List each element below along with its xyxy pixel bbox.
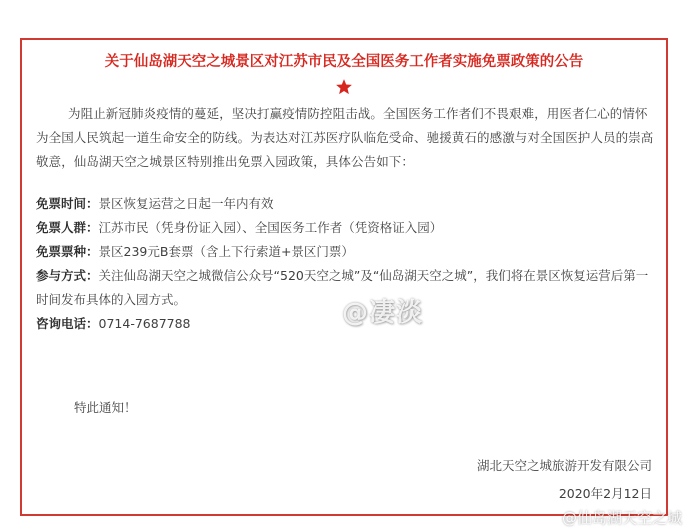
- signature-date: 2020年2月12日: [558, 486, 652, 501]
- info-value: 0714-7687788: [98, 316, 191, 331]
- info-label: 咨询电话：: [36, 316, 99, 331]
- info-participation: [36, 264, 656, 312]
- watermark-corner: @仙岛湖天空之城: [561, 509, 682, 527]
- notice-title: 关于仙岛湖天空之城景区对江苏市民及全国医务工作者实施免票政策的公告: [104, 54, 584, 70]
- notice-body: [36, 102, 656, 336]
- notice-header: [22, 50, 666, 74]
- paragraph-gap: [36, 174, 656, 192]
- star-icon: [335, 78, 353, 96]
- info-value: 景区239元B套票（含上下行索道+景区门票）: [98, 244, 354, 259]
- intro-paragraph: 为阻止新冠肺炎疫情的蔓延，坚决打赢疫情防控阻击战。全国医务工作者们不畏艰难，用医者仁心的情怀为全国人民筑起一道生命安全的防线。为表达对江苏医疗队临危受命、驰援黄石的感激与对全国医护人员的崇高敬意，仙岛湖天空之城景区特别推出免票入园政策，具体公告如下：: [36, 106, 654, 169]
- info-value: 关注仙岛湖天空之城微信公众号“520天空之城”及“仙岛湖天空之城”，我们将在景区恢复运营后第一时间发布具体的入园方式。: [36, 268, 649, 307]
- star-divider: [22, 78, 666, 98]
- signature-org: 湖北天空之城旅游开发有限公司: [476, 458, 652, 473]
- info-label: 免票时间：: [36, 196, 99, 211]
- info-ticket-type: [36, 240, 656, 264]
- info-value: 江苏市民（凭身份证入园）、全国医务工作者（凭资格证入园）: [98, 220, 443, 235]
- info-label: 免票票种：: [36, 244, 99, 259]
- watermark-center: @凄淡: [342, 298, 424, 328]
- notice-frame: [20, 38, 668, 516]
- info-value: 景区恢复运营之日起一年内有效: [98, 196, 274, 211]
- info-free-time: [36, 192, 656, 216]
- info-label: 参与方式：: [36, 268, 99, 283]
- info-phone: [36, 312, 656, 336]
- info-label: 免票人群：: [36, 220, 99, 235]
- closing-note: 特此通知！: [74, 400, 137, 415]
- info-free-group: [36, 216, 656, 240]
